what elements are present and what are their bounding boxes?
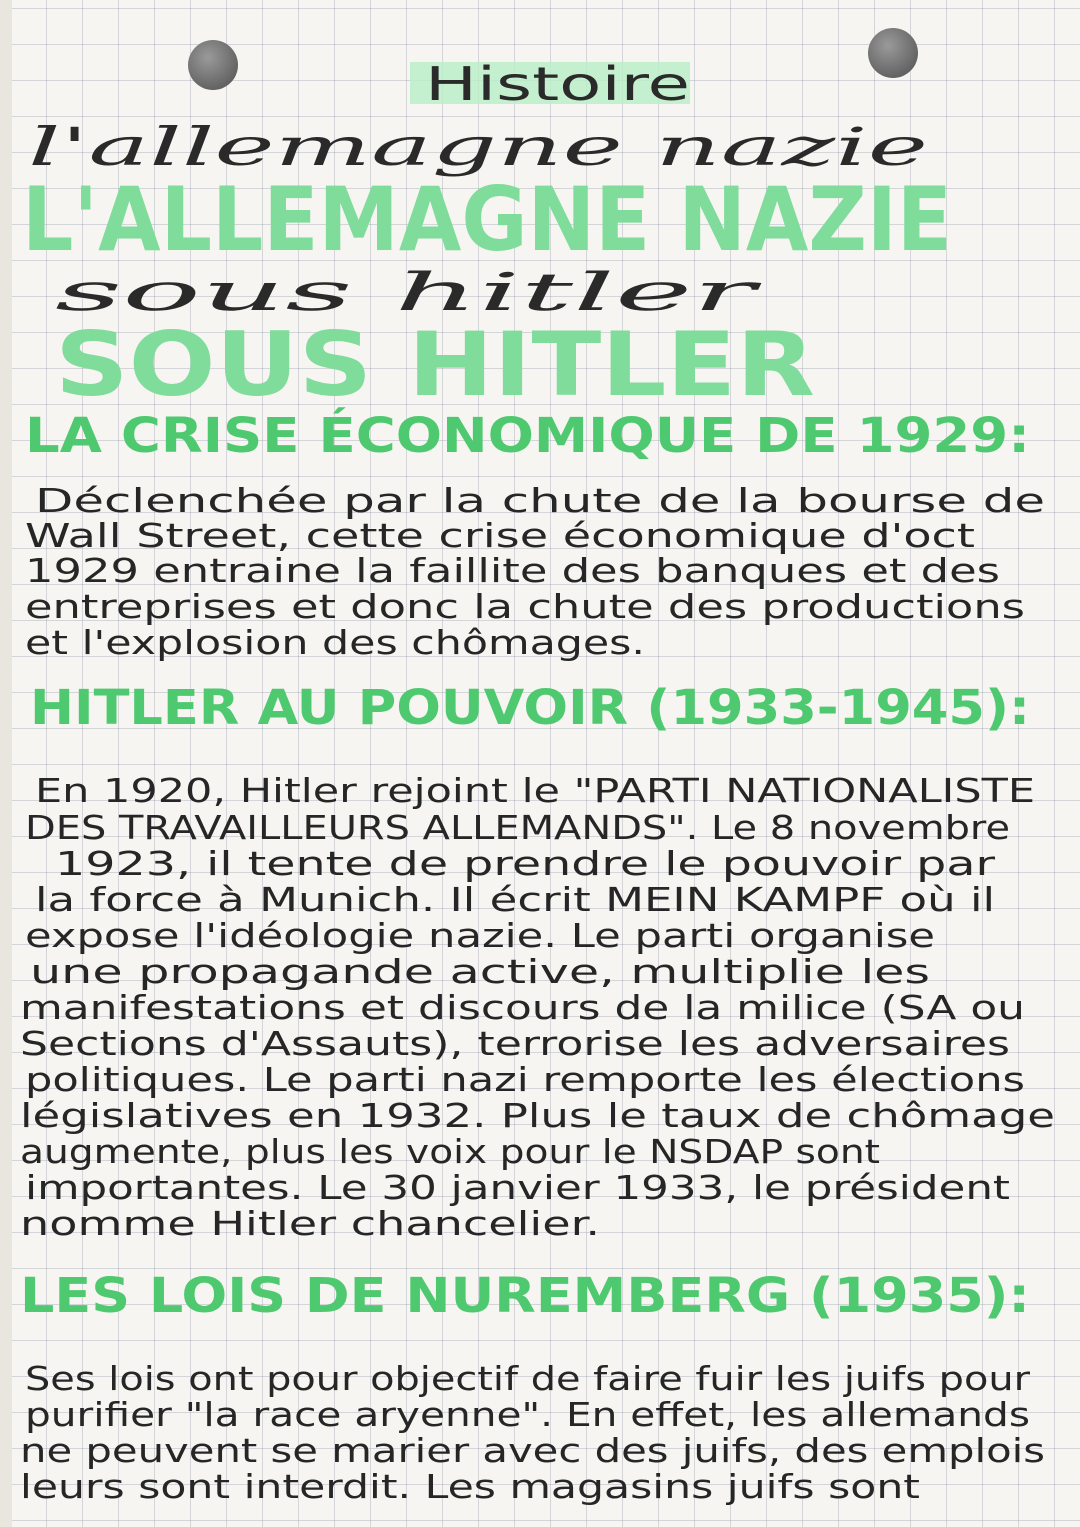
paragraph-line: la force à Munich. Il écrit MEIN KAMPF où il [35, 880, 995, 919]
section-heading: LES LOIS DE NUREMBERG (1935): [20, 1268, 1030, 1324]
paragraph-line: Déclenchée par la chute de la bourse de [35, 481, 1045, 520]
paragraph-line: Wall Street, cette crise économique d'oct [25, 516, 976, 555]
paragraph-line: 1929 entraine la faillite des banques et des [25, 551, 1001, 590]
paragraph-line: manifestations et discours de la milice (SA ou [20, 988, 1025, 1027]
chapter-title-line2: sous hitler [55, 263, 763, 323]
chapter-stamp-line2: SOUS HITLER [55, 313, 815, 416]
paragraph-line: nomme Hitler chancelier. [20, 1204, 600, 1243]
paragraph-line: entreprises et donc la chute des productions [25, 587, 1025, 626]
chapter-stamp-line1: L'ALLEMAGNE NAZIE [22, 168, 952, 271]
paragraph-line: En 1920, Hitler rejoint le "PARTI NATIONALISTE [35, 771, 1035, 810]
paragraph-line: Ses lois ont pour objectif de faire fuir les juifs pour [25, 1359, 1031, 1398]
section-heading: HITLER AU POUVOIR (1933-1945): [30, 680, 1030, 736]
paragraph-line: politiques. Le parti nazi remporte les élections [25, 1060, 1025, 1099]
paragraph-line: purifier "la race aryenne". En effet, les allemands [25, 1395, 1030, 1434]
paragraph-line: Sections d'Assauts), terrorise les adversaires [20, 1024, 1010, 1063]
paragraph-line: et l'explosion des chômages. [25, 623, 645, 662]
paragraph-line: ne peuvent se marier avec des juifs, des emplois [20, 1431, 1045, 1470]
paragraph-line: augmente, plus les voix pour le NSDAP sont [20, 1132, 881, 1171]
paragraph-line: leurs sont interdit. Les magasins juifs sont [20, 1467, 921, 1506]
paragraph-line: une propagande active, multiplie les [30, 952, 930, 991]
section-heading: LA CRISE ÉCONOMIQUE DE 1929: [25, 408, 911, 464]
sections [20, 407, 1055, 1506]
chapter-title-line1: l'allemagne nazie [28, 118, 928, 178]
paragraph-line: DES TRAVAILLEURS ALLEMANDS". Le 8 novembre [25, 808, 1010, 847]
paragraph-line: 1923, il tente de prendre le pouvoir par [55, 844, 996, 883]
page-title: Histoire [425, 57, 690, 111]
paragraph-line: expose l'idéologie nazie. Le parti organise [25, 916, 935, 955]
paragraph-line: législatives en 1932. Plus le taux de chômage [20, 1096, 1055, 1135]
paragraph-line: importantes. Le 30 janvier 1933, le président [25, 1168, 1011, 1207]
